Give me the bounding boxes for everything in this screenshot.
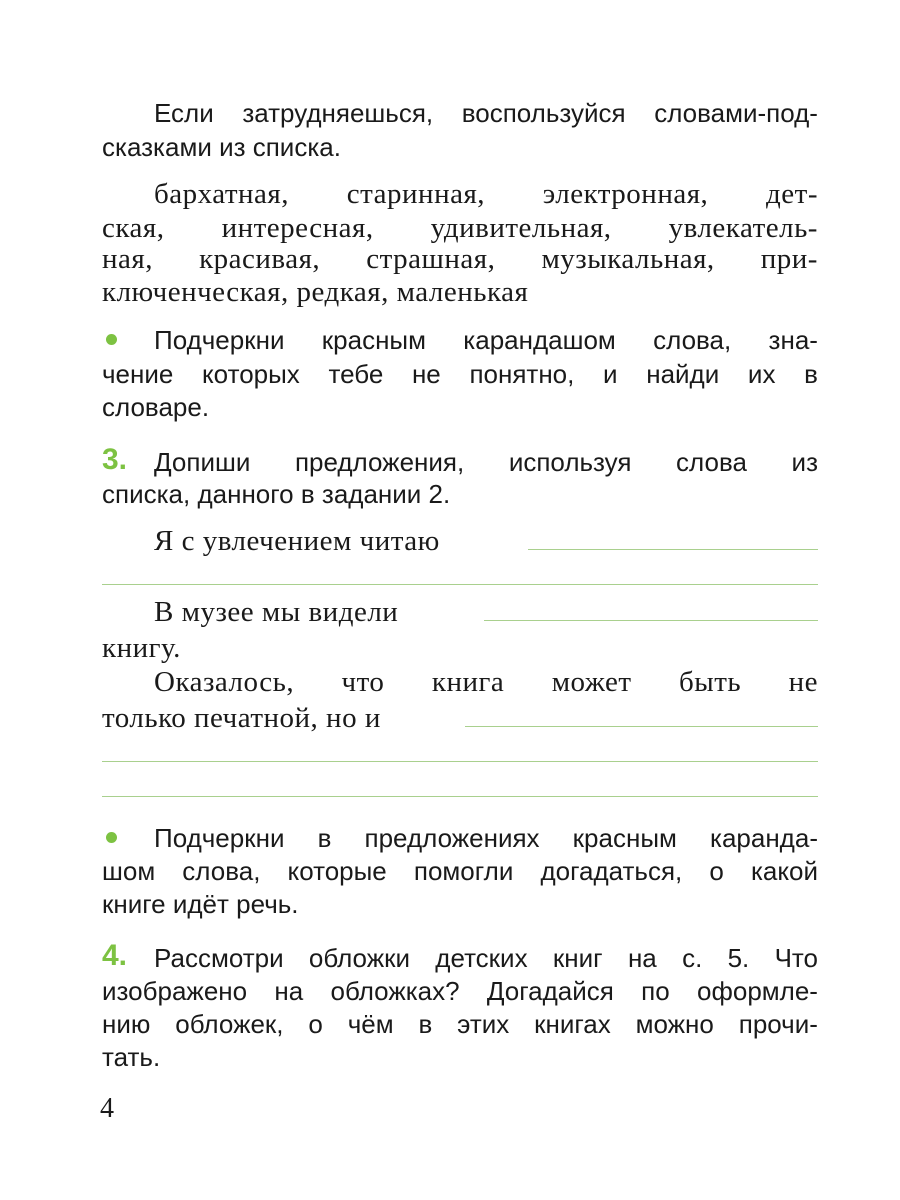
word: найди xyxy=(646,359,720,389)
word: догадаться, xyxy=(540,856,683,886)
word: обложках? xyxy=(330,976,460,1006)
word-list-line-1 xyxy=(154,178,818,210)
word: красивая, xyxy=(199,243,321,275)
intro-line-1 xyxy=(154,97,818,129)
task4-line-1 xyxy=(154,942,818,974)
answer-line[interactable] xyxy=(102,796,818,797)
word: на xyxy=(274,976,304,1006)
word: ная, xyxy=(102,243,153,275)
word: нию xyxy=(102,1009,151,1039)
task-3-number: 3. xyxy=(102,443,128,476)
word: электронная, xyxy=(542,178,709,210)
task3-line-2: списка, данного в задании 2. xyxy=(102,479,451,509)
word: красным xyxy=(572,823,677,853)
word: помогли xyxy=(413,856,514,886)
answer-line[interactable] xyxy=(102,584,818,585)
word: тебе xyxy=(328,359,384,389)
bullet1-line-2 xyxy=(102,358,818,390)
word: предложения, xyxy=(294,447,465,477)
word: Если xyxy=(154,98,214,128)
word: слова, xyxy=(182,856,261,886)
word: Допиши xyxy=(154,447,251,477)
word: можно xyxy=(635,1009,714,1039)
word: Что xyxy=(774,943,818,973)
answer-line[interactable] xyxy=(528,549,818,550)
word: чение xyxy=(102,359,174,389)
word: какой xyxy=(750,856,818,886)
word: каранда- xyxy=(710,823,818,853)
word: изображено xyxy=(102,976,248,1006)
word: обложек, xyxy=(175,1009,284,1039)
word: по xyxy=(641,976,670,1006)
word: понятно, xyxy=(469,359,575,389)
task-4-number: 4. xyxy=(102,939,128,972)
sentence-3-line-1 xyxy=(154,666,818,698)
word: в xyxy=(804,359,818,389)
word: с. xyxy=(682,943,703,973)
intro-line-2: сказками из списка. xyxy=(102,132,341,162)
word: которых xyxy=(202,359,300,389)
word: страшная, xyxy=(366,243,496,275)
word: книг xyxy=(552,943,603,973)
word: обложки xyxy=(308,943,410,973)
word: предложениях xyxy=(364,823,540,853)
word: Подчеркни xyxy=(154,325,285,355)
word: их xyxy=(747,359,776,389)
word: Догадайся xyxy=(486,976,614,1006)
word: о xyxy=(308,1009,323,1039)
word: увлекатель- xyxy=(668,212,818,244)
word: прочи- xyxy=(738,1009,818,1039)
word: затрудняешься, xyxy=(242,98,434,128)
word: на xyxy=(627,943,657,973)
word: в xyxy=(317,823,332,853)
word: красным xyxy=(321,325,426,355)
word: используя xyxy=(508,447,632,477)
word: этих xyxy=(457,1009,510,1039)
word: что xyxy=(341,666,385,698)
bullet2-line-3: книге идёт речь. xyxy=(102,889,299,919)
bullet2-line-2 xyxy=(102,855,818,887)
word: о xyxy=(709,856,724,886)
task4-line-3 xyxy=(102,1008,818,1040)
sentence-2: В музее мы видели xyxy=(154,596,399,628)
word: слова xyxy=(676,447,747,477)
page-number: 4 xyxy=(100,1093,114,1124)
word: шом xyxy=(102,856,156,886)
word: удивительная, xyxy=(430,212,612,244)
sentence-3-line-2: только печатной, но и xyxy=(102,702,381,734)
word: книгах xyxy=(534,1009,611,1039)
word: которые xyxy=(287,856,387,886)
word: ская, xyxy=(102,212,165,244)
bullet1-line-3: словаре. xyxy=(102,392,210,422)
word: музыкальная, xyxy=(541,243,715,275)
word: словами-под- xyxy=(654,98,818,128)
word: детских xyxy=(435,943,528,973)
task4-line-4: тать. xyxy=(102,1042,161,1072)
word-list-line-4: ключенческая, редкая, маленькая xyxy=(102,276,529,308)
word: не xyxy=(788,666,818,698)
task3-line-1 xyxy=(154,446,818,478)
word-list-line-3 xyxy=(102,243,818,275)
word: Подчеркни xyxy=(154,823,285,853)
word: дет- xyxy=(766,178,818,210)
word: из xyxy=(791,447,818,477)
word: в xyxy=(418,1009,433,1039)
word: 5. xyxy=(727,943,750,973)
word: и xyxy=(603,359,618,389)
word: карандашом xyxy=(463,325,616,355)
word: интересная, xyxy=(221,212,374,244)
answer-line[interactable] xyxy=(484,620,818,621)
sentence-1: Я с увлечением читаю xyxy=(154,525,440,557)
word: чём xyxy=(347,1009,394,1039)
word: при- xyxy=(760,243,818,275)
word: Оказалось, xyxy=(154,666,295,698)
word: может xyxy=(551,666,632,698)
answer-line[interactable] xyxy=(102,761,818,762)
word: книга xyxy=(431,666,505,698)
word: слова, xyxy=(653,325,732,355)
word: оформле- xyxy=(697,976,818,1006)
bullet2-line-1 xyxy=(154,822,818,854)
word-list-line-2 xyxy=(102,212,818,244)
bullet-marker xyxy=(106,334,117,345)
word: бархатная, xyxy=(154,178,290,210)
bullet1-line-1 xyxy=(154,324,818,356)
word: воспользуйся xyxy=(461,98,626,128)
word: не xyxy=(411,359,441,389)
word: зна- xyxy=(768,325,818,355)
word: Рассмотри xyxy=(154,943,284,973)
answer-line[interactable] xyxy=(465,726,818,727)
task4-line-2 xyxy=(102,975,818,1007)
sentence-2-end: книгу. xyxy=(102,632,181,664)
word: старинная, xyxy=(346,178,486,210)
bullet-marker xyxy=(106,832,117,843)
word: быть xyxy=(678,666,742,698)
